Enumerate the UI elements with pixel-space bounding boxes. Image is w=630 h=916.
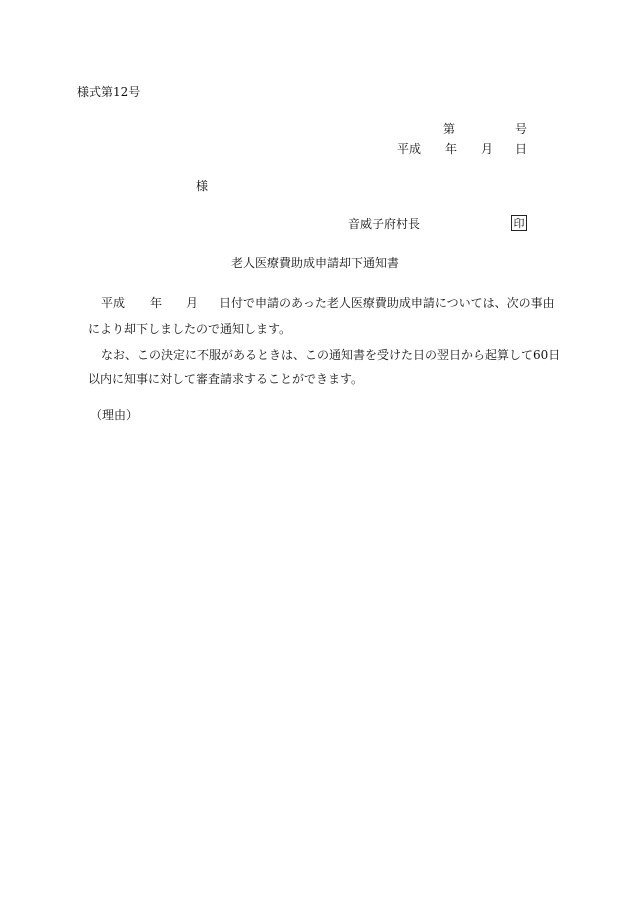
document-number-prefix: 第 bbox=[443, 122, 456, 136]
seal-mark: 印 bbox=[511, 215, 527, 231]
addressee-honorific: 様 bbox=[196, 179, 209, 193]
form-number: 様式第12号 bbox=[77, 85, 141, 99]
document-title: 老人医療費助成申請却下通知書 bbox=[231, 256, 400, 270]
reason-label: （理由） bbox=[90, 408, 139, 422]
body-era: 平成 bbox=[101, 296, 126, 310]
body-line-3-text: なお、この決定に不服があるときは、この通知書を受けた日の翌日から起算して60日 bbox=[101, 348, 561, 362]
date-month: 月 bbox=[481, 142, 494, 156]
date-year: 年 bbox=[445, 142, 458, 156]
body-month: 月 bbox=[186, 296, 199, 310]
document-number-suffix: 号 bbox=[515, 122, 528, 136]
body-year: 年 bbox=[150, 296, 163, 310]
issuer-title: 音威子府村長 bbox=[348, 217, 421, 231]
body-line-1-text: 日付で申請のあった老人医療費助成申請については、次の事由 bbox=[219, 296, 555, 310]
body-line-2: により却下しましたので通知します。 bbox=[88, 322, 292, 336]
body-line-4: 以内に知事に対して審査請求することができます。 bbox=[88, 372, 364, 386]
date-era: 平成 bbox=[397, 142, 422, 156]
date-day: 日 bbox=[515, 142, 528, 156]
